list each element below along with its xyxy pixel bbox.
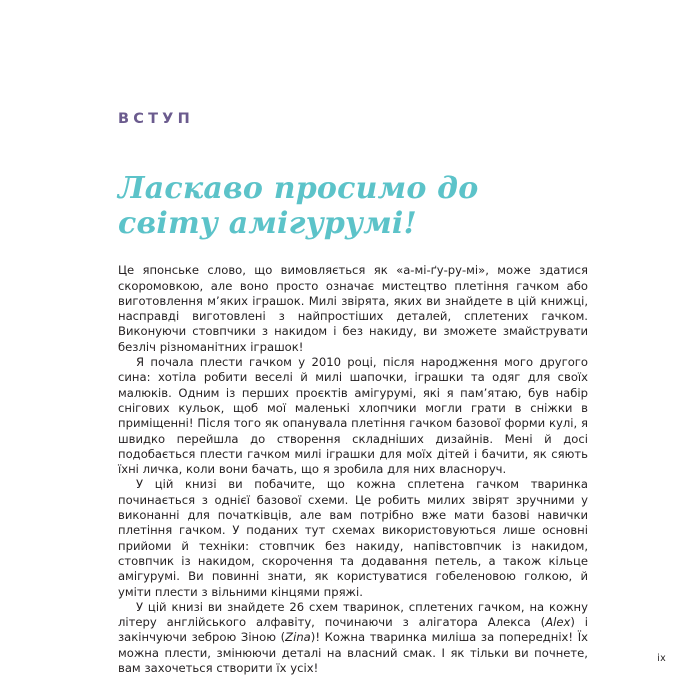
paragraph-1: Це японське слово, що вимовляється як «а-мі-ґу-ру-мі», може здатися скоромовкою, але воно просто означає мистецтво плетіння гачком або виготовлення м’яких іграшок. Милі звірята, яких ви знайдете в цій книжці, насправді виготовлені з найпростіших деталей, сплетених гачком. Виконуючи стовпчики з накидом і без накиду, ви зможете змайструвати безліч різноманітних іграшок!: [118, 263, 588, 354]
paragraph-2: Я почала плести гачком у 2010 році, після народження мого другого сина: хотіла робити веселі й милі шапочки, іграшки та одяг для своїх малюків. Одним із перших проєктів амігурумі, які я пам’ятаю, був набір снігових кульок, щоб мої маленькі хлопчики могли грати в сніжки в приміщенні! Після того як опанувала плетіння гачком базової форми кулі, я швидко перейшла до створення складніших дизайнів. Мені й досі подобається плести гачком милі іграшки для моїх дітей і бачити, як сяють їхні личка, коли вони бачать, що я зробила для них власноруч.: [118, 355, 588, 477]
paragraph-4: У цій книзі ви знайдете 26 схем тваринок, сплетених гачком, на кожну літеру англійського алфавіту, починаючи з алігатора Алекса (Alex) і закінчуючи зеброю Зіною (Zina)! Кожна тваринка миліша за попередніх! Їх можна плести, змінюючи деталі на власний смак. І як тільки ви почнете, вам захочеться створити їх усіх!: [118, 599, 588, 675]
animal-name-latin: Zina: [285, 630, 311, 645]
body-copy: [118, 263, 588, 676]
section-eyebrow-label: ВСТУП: [118, 111, 194, 127]
paragraph-3: У цій книзі ви побачите, що кожна сплетена гачком тваринка починається з однієї базової схеми. Це робить милих звірят зручними у виконанні для початківців, але вам потрібно вже мати базові навички плетіння гачком. У поданих тут схемах використовуються лише основні прийоми й техніки: стовпчик без накиду, напівстовпчик із накидом, стовпчик із накидом, скорочення та додавання петель, а також кільце амігурумі. Ви повинні знати, як користуватися гобеленовою голкою, й уміти плести з вільними кінцями пряжі.: [118, 477, 588, 599]
animal-name-latin: Alex: [545, 615, 571, 630]
page-title: Ласкаво просимо до світу амігурумі!: [118, 170, 479, 241]
page-content: [118, 112, 588, 676]
page-number: ix: [657, 653, 666, 664]
